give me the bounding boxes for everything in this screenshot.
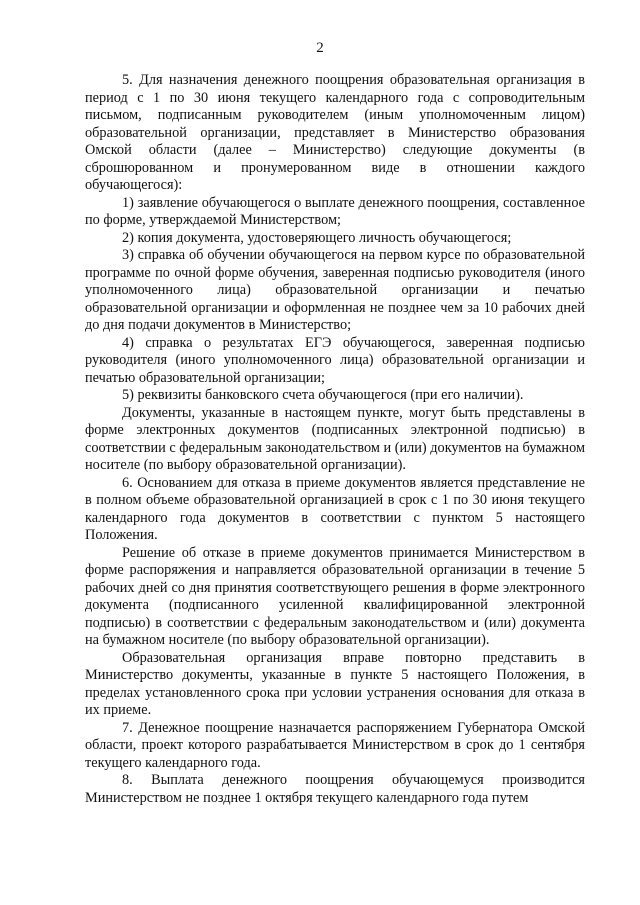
- list-item-1: 1) заявление обучающегося о выплате денежного поощрения, составленное по форме, утверждаемой Министерством;: [85, 194, 585, 228]
- paragraph-7: 7. Денежное поощрение назначается распоряжением Губернатора Омской области, проект которого разрабатывается Министерством в срок до 1 сентября текущего календарного года.: [85, 719, 585, 771]
- page-number: 2: [316, 40, 324, 56]
- paragraph-8: 8. Выплата денежного поощрения обучающемуся производится Министерством не позднее 1 октября текущего календарного года путем: [85, 772, 585, 806]
- paragraph-refusal-decision: Решение об отказе в приеме документов принимается Министерством в форме распоряжения и направляется образовательной организации в течение 5 рабочих дней со дня принятия соответствующего решения в форме электронного документа (подписанного усиленной квалифицированной электронной подписью) в соответствии с федеральным законодательством и (или) документа на бумажном носителе (по выбору образовательной организации).: [85, 544, 585, 648]
- list-item-5: 5) реквизиты банковского счета обучающегося (при его наличии).: [122, 387, 524, 403]
- paragraph-6: 6. Основанием для отказа в приеме документов является представление не в полном объеме образовательной организацией в срок с 1 по 30 июня текущего календарного года документов в соответствии с пунктом 5 настоящего Положения.: [85, 474, 585, 543]
- paragraph-5: 5. Для назначения денежного поощрения образовательная организация в период с 1 по 30 июня текущего календарного года с сопроводительным письмом, подписанным руководителем (иным уполномоченным лицом) образовательной организации, представляет в Министерство образования Омской области (далее – Министерство) следующие документы (в сброшюрованном и пронумерованном виде в отношении каждого обучающегося):: [85, 72, 585, 193]
- list-item-4: 4) справка о результатах ЕГЭ обучающегося, заверенная подписью руководителя (иного уполномоченного лица) образовательной организации и печатью образовательной организации;: [85, 334, 585, 386]
- paragraph-electronic-documents: Документы, указанные в настоящем пункте, могут быть представлены в форме электронных документов (подписанных электронной подписью) в соответствии с федеральным законодательством и (или) документов на бумажном носителе (по выбору образовательной организации).: [85, 404, 585, 473]
- list-item-2: 2) копия документа, удостоверяющего личность обучающегося;: [122, 229, 512, 246]
- list-item-3: 3) справка об обучении обучающегося на первом курсе по образовательной программе по очной форме обучения, заверенная подписью руководителя (иного уполномоченного лица) образовательной организации и печатью образовательной организации и оформленная не позднее чем за 10 рабочих дней до дня подачи документов в Министерство;: [85, 247, 585, 333]
- document-body: [85, 72, 585, 807]
- paragraph-resubmission: Образовательная организация вправе повторно представить в Министерство документы, указанные в пункте 5 настоящего Положения, в пределах установленного срока при условии устранения основания для отказа в их приеме.: [85, 649, 585, 718]
